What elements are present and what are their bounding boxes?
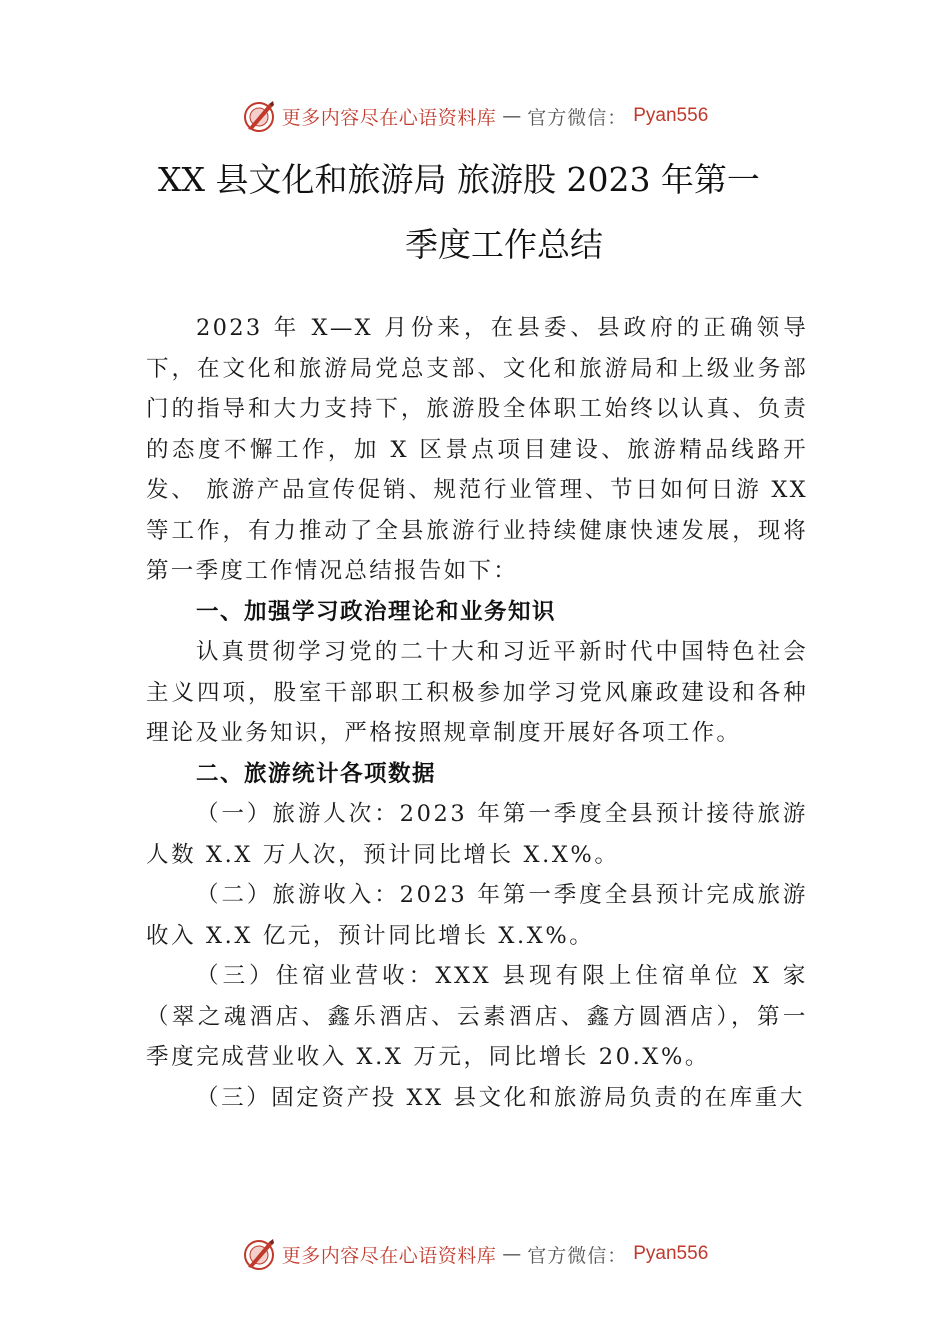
- watermark-text: 更多内容尽在心语资料库: [281, 106, 497, 129]
- stat-fixed-asset-investment: （三）固定资产投 XX 县文化和旅游局负责的在库重大: [196, 1084, 805, 1111]
- intro-paragraph: 2023 年 X—X 月份来，在县委、县政府的正确领导下，在文化和旅游局党总支部、文化和旅游局和上级业务部门的指导和大力支持下，旅游股全体职工始终以认真、负责的态度不懈工作，加 X 区景点项目建设、旅游精品线路开发、 旅游产品宣传促销、规范行业管理、节日如何日游 XX 等工作，有力推动了全县旅游行业持续健康快速发展，现将第一季度工作情况总结报告如下：: [146, 315, 808, 584]
- watermark-id: Pyan556: [633, 1243, 709, 1264]
- watermark-bottom: [0, 1234, 950, 1274]
- watermark-dash: —: [502, 105, 522, 127]
- document-body: [146, 308, 808, 1118]
- pen-logo-icon: [242, 99, 276, 133]
- document-title-line-2: 季度工作总结: [405, 225, 603, 264]
- section-heading-1: 一、加强学习政治理论和业务知识: [196, 598, 557, 625]
- stat-tourism-income: （二）旅游收入：2023 年第一季度全县预计完成旅游收入 X.X 亿元，预计同比增长 X.X%。: [146, 882, 808, 949]
- watermark-text: 更多内容尽在心语资料库: [281, 1244, 497, 1267]
- watermark-label: 官方微信：: [527, 106, 628, 129]
- watermark-label: 官方微信：: [527, 1244, 628, 1267]
- watermark-top: [0, 96, 950, 136]
- stat-accommodation-revenue: （三）住宿业营收：XXX 县现有限上住宿单位 X 家（翠之魂酒店、鑫乐酒店、云素酒店、鑫方圆酒店），第一季度完成营业收入 X.X 万元，同比增长 20.X%。: [146, 963, 808, 1070]
- stat-tourist-visits: （一）旅游人次：2023 年第一季度全县预计接待旅游人数 X.X 万人次，预计同比增长 X.X%。: [146, 801, 808, 868]
- document-title-line-1: XX 县文化和旅游局 旅游股 2023 年第一: [158, 160, 760, 199]
- watermark-id: Pyan556: [633, 105, 709, 126]
- section-heading-2: 二、旅游统计各项数据: [196, 760, 437, 787]
- pen-logo-icon: [242, 1237, 276, 1271]
- section-1-paragraph: 认真贯彻学习党的二十大和习近平新时代中国特色社会主义四项，股室干部职工积极参加学习党风廉政建设和各种理论及业务知识，严格按照规章制度开展好各项工作。: [146, 639, 808, 746]
- watermark-dash: —: [502, 1243, 522, 1265]
